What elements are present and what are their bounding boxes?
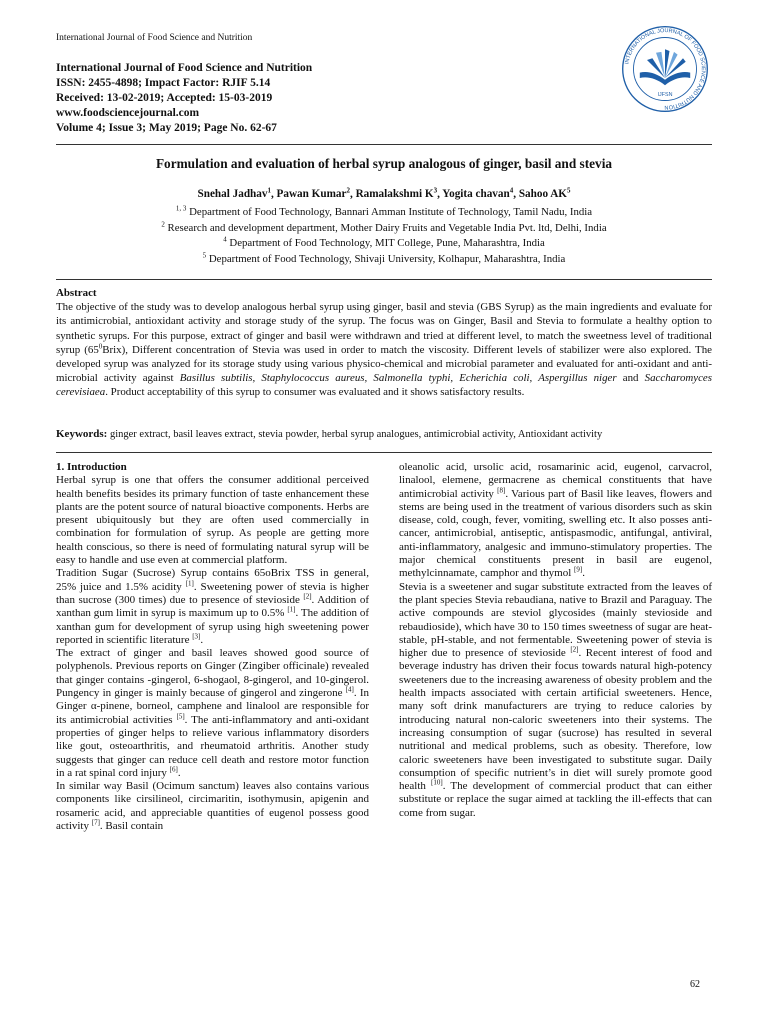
logo-code: IJFSN [657,92,673,99]
left-column [56,461,369,833]
header-rule [56,144,712,145]
author-list: Snehal Jadhav$^1$, Pawan Kumar$^2$, Ramalakshmi $K^3$, Yogita chavan$^4$, Sahoo $AK^5$ [197,186,571,200]
keywords [56,428,712,440]
journal-website: www.foodsciencejournal.com [56,107,200,119]
paragraph: The extract of ginger and basil leaves showed good source of polyphenols. Previous reports on Ginger (Zingiber officinale) revealed that ginger contains -gingerol, 6-shogaol, 8-gingerol, and 10-gingerol. Pungency in ginger is mainly because of gingerol and zingerone [4]. In Ginger α-pinene, borneol, camphene and linalool are responsible for its antimicrobial activities [5]. The anti-inflammatory and anti-oxidant properties of ginger helps to relieve various inflammatory disorders like gout, osteoarthritis, and rheumatoid arthritis. Another study suggests that ginger can reduce cell death and restore motor function in a rat spinal cord injury [6]. [56,647,370,779]
paragraph: Herbal syrup is one that offers the consumer additional perceived health benefits besides its primary function of taste enhancement these plants are the potent source of natural bioactive components. Herbs are present ubiquitously but they are often used commercially in combination for formulation of syrup. As people are getting more health conscious, so there is need of formulating natural syrup will be easy to handle and use even at commercial platform. [56,474,369,567]
affiliations [56,205,712,267]
paper-title: Formulation and evaluation of herbal syrup analogous of ginger, basil and stevia [155,156,613,171]
author: Sahoo AK [518,188,567,200]
paragraph: Stevia is a sweetener and sugar substitute extracted from the leaves of the plant species Stevia rebaudiana, native to Brazil and Paraguay. The active compounds are steviol glycosides (mainly stevioside and rebaudioside), which have 30 to 150 times sweetness of sugar are heat-stable, pH-stable, and not fermentable. Sweetening power of stevia is higher due to presence of stevioside [2]. Recent interest of food and beverage industry has driven their focus towards natural high-potency sweeteners due to the increasing awareness of obesity problem and the health impacts associated with certain artificial sweeteners. Hence, many soft drink manufacturers are trying to reduce calories by introducing natural non-caloric sweeteners into their systems. The increasing consumption of sugar (sucrose) has resulted in several nutritional and medical problems, such as obesity. Therefore, low caloric sweeteners have been investigated to substitute sugar. Daily consumption of specific nutrient’s in diet will surely promote good health [10]. The development of commercial product that can either substitute or replace the sugar aimed at tackling the ill-effects that can come from sugar. [399,580,712,819]
page-number: 62 [690,979,700,990]
affiliation: $^2$ Research and development department, Mother Dairy Fruits and Vegetable India Pvt. ltd, Delhi, India [161,219,607,234]
paragraph: oleanolic acid, ursolic acid, rosamarinic acid, eugenol, carvacrol, linalool, elemene, germacrene as chemical constituents that have antimicrobial activity [8]. Various part of Basil like leaves, flowers and stems are being used in the treatment of various disorders such as skin disease, cold, cough, fever, vomiting, swelling etc. It also posses anti-cancer, antimicrobial, antiseptic, antispasmodic, antifungal, antiviral, anti-inflammatory, analgesic and immuno-stimulatory properties. The major chemical constituents present in basil are eugenol, methylcinnamate, camphor and thymol [9]. [399,461,713,580]
issn-line: ISSN: 2455-4898; Impact Factor: RJIF 5.14 [56,77,271,89]
right-column [399,461,712,820]
abstract-rule [56,279,712,280]
affiliation: $^4$ Department of Food Technology, MIT College, Pune, Maharashtra, India [223,235,545,249]
paragraph: In similar way Basil (Ocimum sanctum) leaves also contains various components like cirsilineol, circimaritin, isothymusin, apigenin and rosameric acid, and appreciable quantities of eugenol possess good activity [7]. Basil contain [56,780,369,833]
keywords-text: ginger extract, basil leaves extract, stevia powder, herbal syrup analogues, antimicrobial activity, Antioxidant activity [107,429,603,440]
running-head: International Journal of Food Science and Nutrition [56,33,253,43]
author: Ramalakshmi K [355,188,434,200]
logo-ring-text: INTERNATIONAL JOURNAL OF FOOD SCIENCE AND NUTRITION [624,28,706,110]
section-heading: 1. Introduction [56,461,127,473]
affiliation: $^{1, 3}$ Department of Food Technology, Bannari Amman Institute of Technology, Tamil Nadu, India [175,204,593,218]
journal-name: International Journal of Food Science and Nutrition [56,62,313,74]
author: Pawan Kumar [276,188,347,200]
affiliation: $^5$ Department of Food Technology, Shivaji University, Kolhapur, Maharashtra, India [202,250,566,265]
keywords-label: Keywords: [56,428,108,440]
journal-logo [620,24,710,114]
author: Snehal Jadhav [197,188,268,200]
keywords-rule [56,452,712,453]
abstract [56,286,712,400]
book-icon [640,49,690,85]
author: Yogita chavan [442,188,510,200]
journal-info [56,61,312,136]
abstract-body: The objective of the study was to develop analogous herbal syrup using ginger, basil and stevia (GBS Syrup) as the main ingredients and evaluate for its antimicrobial, antioxidant activity and storage study of the syrup. The focus was on Ginger, Basil and Stevia to formulate a healthy option to synthetic syrups. For this purpose, extract of ginger and basil were withdrawn and tried at different level, to match the sweetness level of traditional syrup $(65^0Brix)$, Different concentration of Stevia was used in order to match the viscosity. Different levels of stabilizer were also explored. The developed syrup was analyzed for its storage study using various physico-chemical and microbial parameter and evaluated for anti-oxidant and anti-microbial activity against Basillus subtilis, Staphylococcus aureus, Salmonella typhi, Echerichia coli, Aspergillus niger and Saccharomyces cerevisiaea. Product acceptability of this syrup to consumer was evaluated and it shows satisfactory results. [56,301,712,399]
volume-line: Volume 4; Issue 3; May 2019; Page No. 62-67 [56,122,277,134]
paragraph: Tradition Sugar (Sucrose) Syrup contains 65oBrix TSS in general, 25% juice and 1.5% acidity [1]. Sweetening power of stevia is higher than sucrose (300 times) due to presence of stevioside [2]. Addition of xanthan gum limit in syrup is maximum up to 0.5% [1]. The addition of xanthan gum for development of syrup using high sweetening power reported in scientific literature [3]. [56,567,369,646]
abstract-heading: Abstract [56,287,97,299]
dates-line: Received: 13-02-2019; Accepted: 15-03-2019 [56,92,273,104]
